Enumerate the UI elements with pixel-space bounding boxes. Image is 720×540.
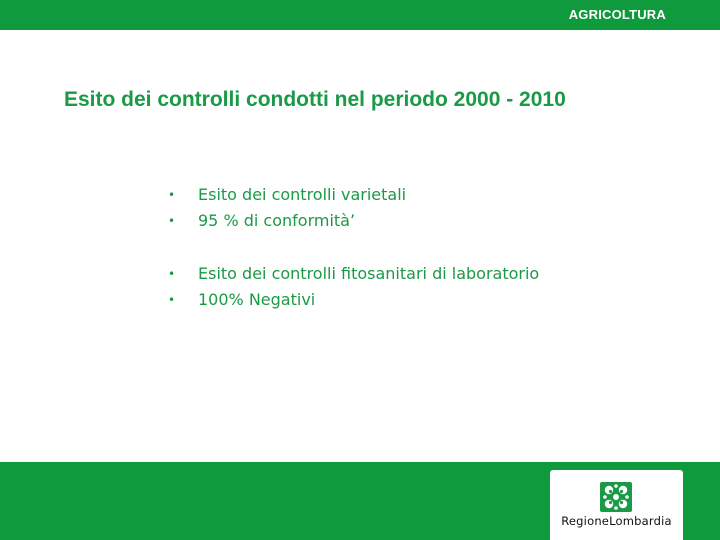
- list-item: [168, 208, 539, 234]
- regione-lombardia-logo: [550, 470, 683, 540]
- list-item: [168, 182, 539, 208]
- bullet-list: [168, 182, 539, 313]
- list-item-text: 100% Negativi: [198, 290, 316, 309]
- list-item-text: Esito dei controlli varietali: [198, 185, 407, 204]
- bullet-icon: •: [168, 188, 176, 202]
- list-item: [168, 287, 539, 313]
- header-bar: [0, 0, 720, 30]
- rosa-camuna-logo-icon: [600, 482, 632, 512]
- bullet-icon: •: [168, 267, 176, 281]
- list-item-text: Esito dei controlli fitosanitari di laboratorio: [198, 264, 540, 283]
- list-item-text: 95 % di conformità’: [198, 211, 356, 230]
- section-label: AGRICOLTURA: [568, 7, 666, 22]
- bullet-icon: •: [168, 293, 176, 307]
- logo-text: RegioneLombardia: [561, 514, 672, 528]
- list-item: [168, 261, 539, 287]
- bullet-icon: •: [168, 214, 176, 228]
- page-title: Esito dei controlli condotti nel periodo 2000 - 2010: [64, 88, 566, 111]
